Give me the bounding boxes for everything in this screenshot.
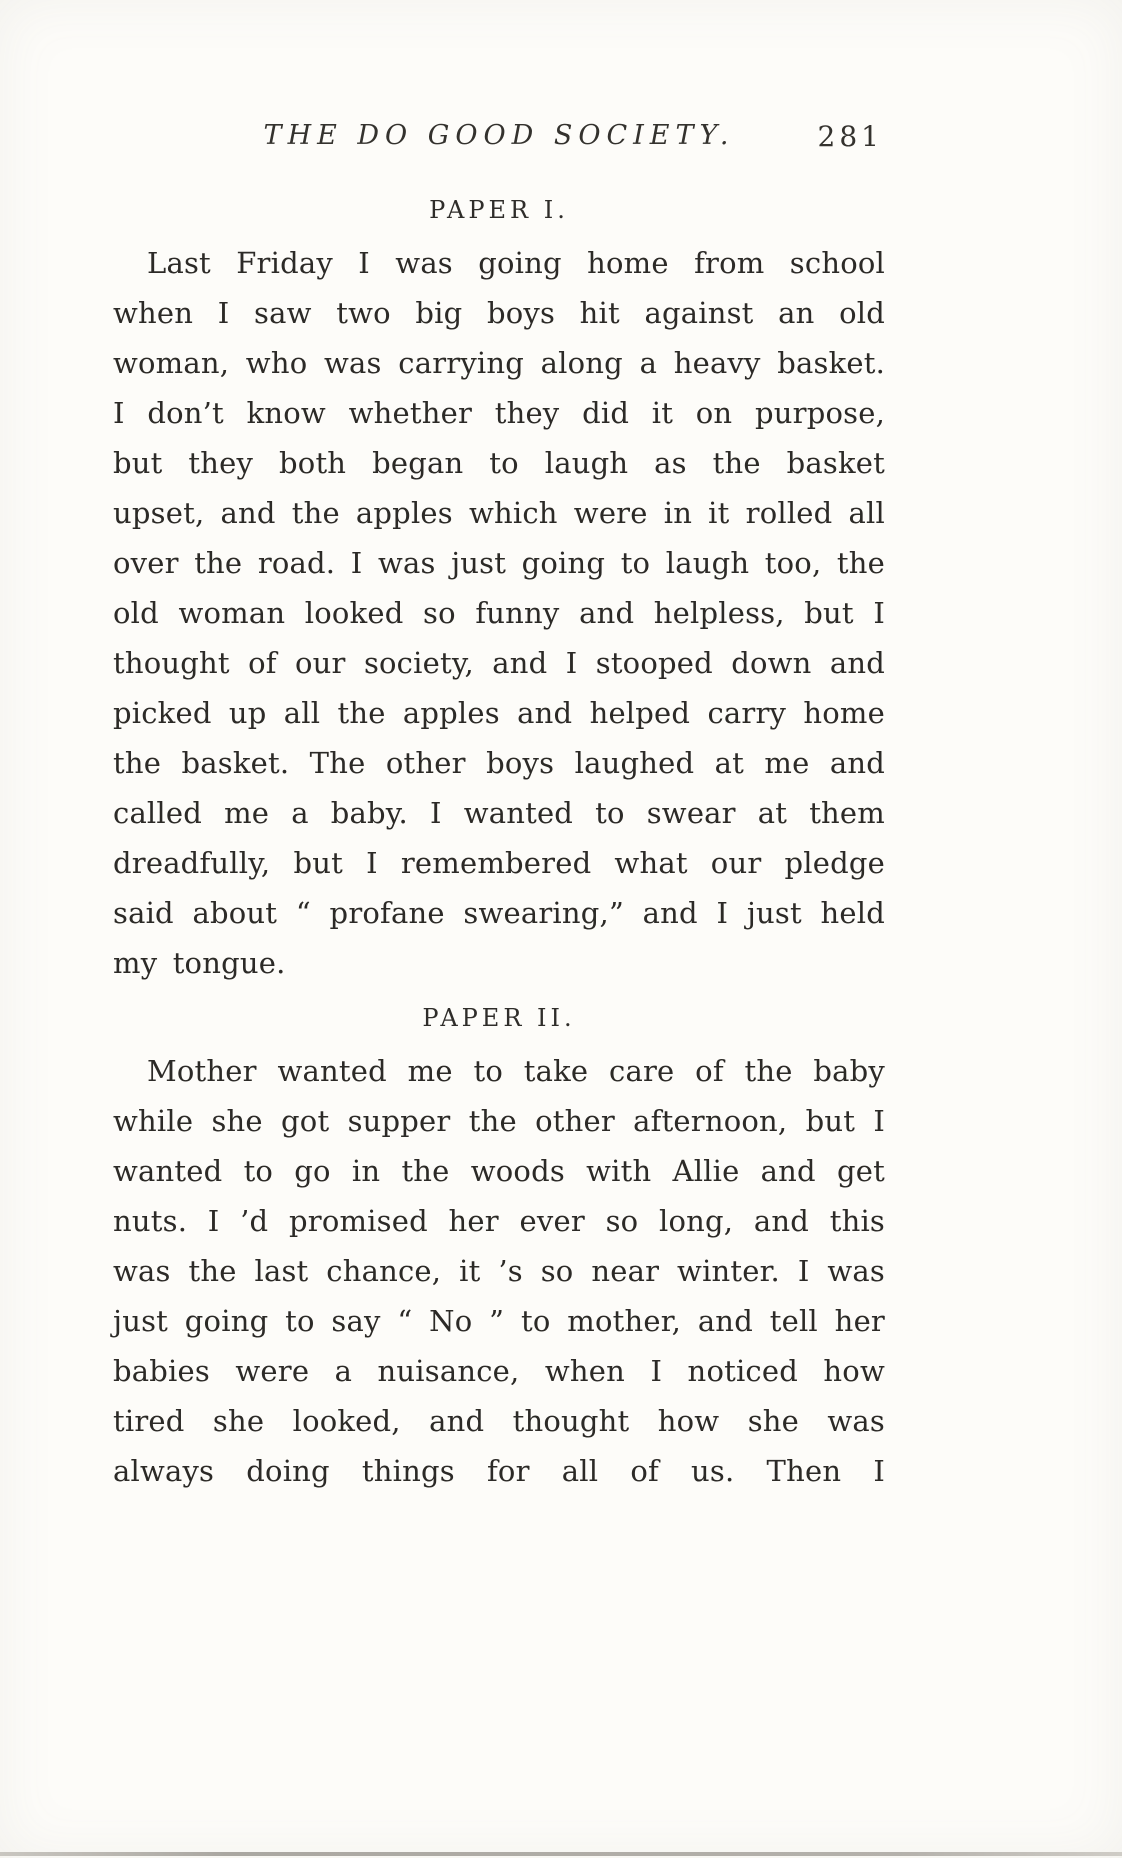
- page-content: [113, 196, 885, 1502]
- section-body: Mother wanted me to take care of the baby while she got supper the other afternoon, but I wanted to go in the woods with Allie and get nuts. I ’d promised her ever so long, and this was the last chance, it ’s so near winter. I was just going to say “ No ” to mother, and tell her babies were a nuisance, when I noticed how tired she looked, and thought how she was always doing things for all of us. Then I: [113, 1054, 885, 1488]
- page-number: 281: [817, 120, 883, 153]
- section-paper-2: [113, 1004, 885, 1496]
- section-body: Last Friday I was going home from school when I saw two big boys hit against an old woman, who was carrying along a heavy basket. I don’t know whether they did it on purpose, but they both began to laugh as the basket upset, and the apples which were in it rolled all over the road. I was just going to laugh too, the old woman looked so funny and helpless, but I thought of our society, and I stooped down and picked up all the apples and helped carry home the basket. The other boys laughed at me and called me a baby. I wanted to swear at them dreadfully, but I remembered what our pledge said about “ profane swearing,” and I just held my tongue.: [113, 246, 885, 980]
- running-title: THE DO GOOD SOCIETY.: [263, 120, 735, 151]
- section-heading: PAPER II.: [422, 1004, 576, 1032]
- section-paper-1: [113, 196, 885, 988]
- scan-edge: [0, 1852, 1122, 1856]
- page-header: [113, 120, 885, 162]
- section-heading: PAPER I.: [429, 196, 569, 224]
